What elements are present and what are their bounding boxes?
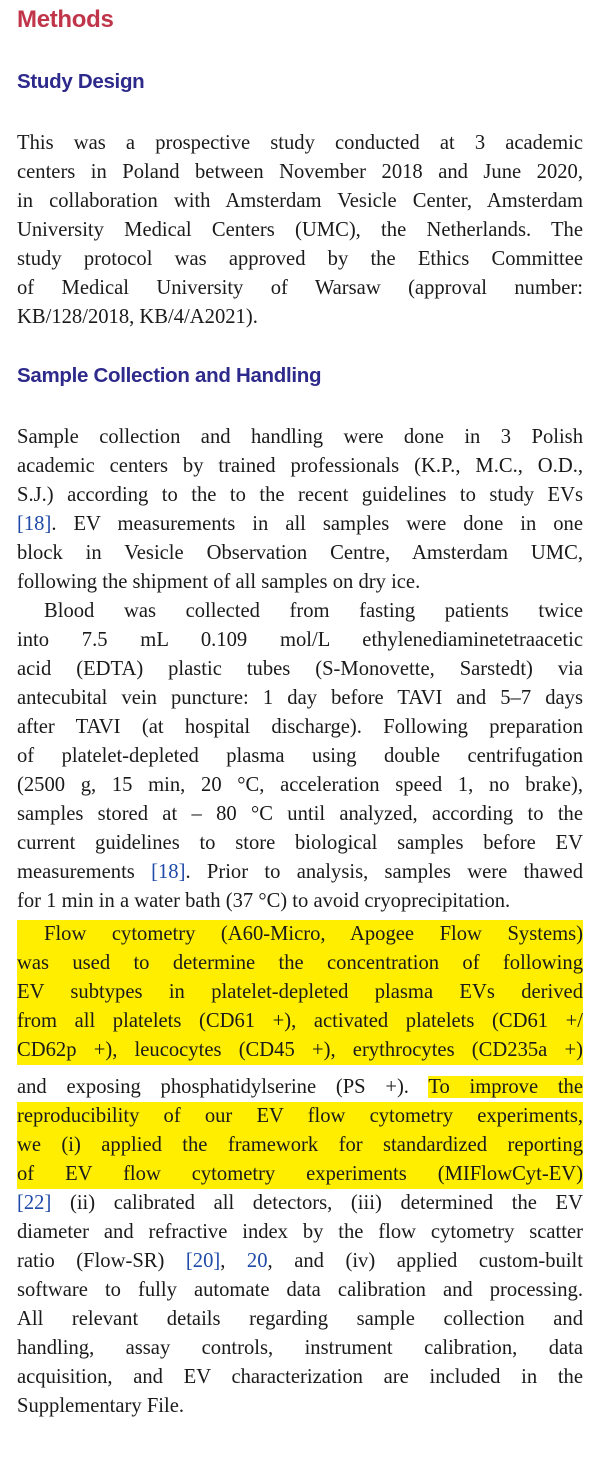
text-line: [18]. EV measurements in all samples were done in one — [17, 513, 583, 535]
citation-link[interactable]: [22] — [17, 1192, 52, 1214]
text-line: acid (EDTA) plastic tubes (S-Monovette, Sarstedt) via — [17, 658, 583, 680]
citation-link[interactable]: [20] — [185, 1250, 221, 1272]
highlighted-text-line: of EV flow cytometry experiments (MIFlowCyt-EV) — [17, 1160, 583, 1189]
text-line: ratio (Flow-SR) [20], 20, and (iv) applied custom-built — [17, 1250, 583, 1272]
text-line: measurements [18]. Prior to analysis, samples were thawed — [17, 861, 583, 883]
section-heading-methods: Methods — [17, 6, 114, 33]
text-line: This was a prospective study conducted at 3 academic — [17, 132, 583, 154]
text-line: academic centers by trained professionals (K.P., M.C., O.D., — [17, 455, 583, 477]
text-line: of Medical University of Warsaw (approval number: — [17, 277, 583, 299]
highlighted-text-line: CD62p +), leucocytes (CD45 +), erythrocytes (CD235a +) — [17, 1036, 583, 1065]
highlighted-text-line: from all platelets (CD61 +), activated platelets (CD61 +/ — [17, 1007, 583, 1036]
text-line: S.J.) according to the to the recent guidelines to study EVs — [17, 484, 583, 506]
text-line: block in Vesicle Observation Centre, Amsterdam UMC, — [17, 542, 583, 564]
text-line: of platelet-depleted plasma using double centrifugation — [17, 745, 583, 767]
subsection-heading-sample-collection: Sample Collection and Handling — [17, 364, 322, 387]
text-line: in collaboration with Amsterdam Vesicle Center, Amsterdam — [17, 190, 583, 212]
highlight-indent-fill — [17, 920, 44, 949]
text-line: All relevant details regarding sample collection and — [17, 1308, 583, 1330]
highlighted-text-line: reproducibility of our EV flow cytometry experiments, — [17, 1102, 583, 1131]
text-line: and exposing phosphatidylserine (PS +). To improve the — [17, 1076, 583, 1098]
text-line: handling, assay controls, instrument calibration, data — [17, 1337, 583, 1359]
text-line: University Medical Centers (UMC), the Netherlands. The — [17, 219, 583, 241]
text-line: diameter and refractive index by the flow cytometry scatter — [17, 1221, 583, 1243]
text-line: acquisition, and EV characterization are included in the — [17, 1366, 583, 1388]
text-line: into 7.5 mL 0.109 mol/L ethylenediaminetetraacetic — [17, 629, 583, 651]
text-line: following the shipment of all samples on dry ice. — [17, 571, 421, 593]
text-line: after TAVI (at hospital discharge). Following preparation — [17, 716, 583, 738]
text-line: (2500 g, 15 min, 20 °C, acceleration speed 1, no brake), — [17, 774, 583, 796]
text-line: software to fully automate data calibration and processing. — [17, 1279, 583, 1301]
text-line: Sample collection and handling were done in 3 Polish — [17, 426, 583, 448]
citation-link[interactable]: [18] — [151, 861, 186, 883]
text-line: study protocol was approved by the Ethics Committee — [17, 248, 583, 270]
highlighted-text-line: Flow cytometry (A60-Micro, Apogee Flow Systems) — [44, 920, 583, 949]
citation-link[interactable]: [18] — [17, 513, 52, 535]
text-line: Supplementary File. — [17, 1395, 185, 1417]
text-line: samples stored at – 80 °C until analyzed, according to the — [17, 803, 583, 825]
text-line: Blood was collected from fasting patients twice — [44, 600, 583, 622]
text-line: [22] (ii) calibrated all detectors, (iii) determined the EV — [17, 1192, 583, 1214]
text-line: for 1 min in a water bath (37 °C) to avoid cryoprecipitation. — [17, 890, 511, 912]
text-line: KB/128/2018, KB/4/A2021). — [17, 306, 258, 328]
highlighted-text: To improve the — [428, 1076, 583, 1098]
text-line: centers in Poland between November 2018 and June 2020, — [17, 161, 583, 183]
highlighted-text-line: we (i) applied the framework for standardized reporting — [17, 1131, 583, 1160]
highlighted-text-line: was used to determine the concentration of following — [17, 949, 583, 978]
text-line: current guidelines to store biological samples before EV — [17, 832, 583, 854]
text-line: antecubital vein puncture: 1 day before TAVI and 5–7 days — [17, 687, 583, 709]
subsection-heading-study-design: Study Design — [17, 70, 145, 93]
citation-link[interactable]: 20 — [246, 1250, 268, 1272]
highlighted-text-line: EV subtypes in platelet-depleted plasma EVs derived — [17, 978, 583, 1007]
